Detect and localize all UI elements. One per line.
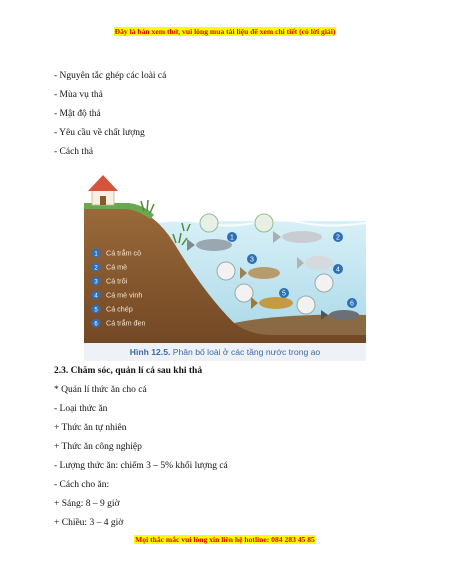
svg-text:3: 3 (94, 279, 98, 286)
legend-item-black-carp: Cá trắm đen (106, 318, 146, 328)
svg-text:4: 4 (94, 293, 98, 300)
svg-text:5: 5 (94, 307, 98, 314)
svg-text:1: 1 (94, 251, 98, 258)
legend-item-silver-barb: Cá mè vinh (106, 290, 143, 300)
food-pellets-icon (200, 214, 218, 232)
list-item: - Mật độ thả (54, 109, 101, 119)
intro-list (54, 67, 166, 162)
fish-badge-4: 4 (336, 266, 340, 274)
section-line: - Lượng thức ăn: chiếm 3 – 5% khối lượng cá (54, 461, 228, 471)
section-line: + Chiều: 3 – 4 giờ (54, 518, 124, 528)
fish-badge-6: 6 (350, 300, 354, 308)
pond-diagram (84, 163, 366, 358)
figure-caption (84, 343, 366, 361)
legend-item-grass-carp: Cá trắm cỏ (106, 248, 142, 258)
section-heading: 2.3. Chăm sóc, quản lí cá sau khi thả (54, 366, 203, 376)
svg-text:6: 6 (94, 321, 98, 328)
legend-item-common-carp: Cá chép (106, 304, 133, 314)
section-line: - Loại thức ăn (54, 404, 108, 414)
fish-badge-5: 5 (282, 290, 286, 298)
figure-caption-label: Hình 12.5. (129, 347, 171, 357)
hotline-banner (0, 535, 450, 544)
pond-illustration (84, 163, 366, 358)
figure-caption-text: Phân bố loài ở các tầng nước trong ao (172, 347, 321, 357)
section-line: * Quản lí thức ăn cho cá (54, 385, 147, 395)
list-item: - Cách thả (54, 147, 94, 157)
fish-badge-1: 1 (230, 234, 234, 242)
legend-item-mud-carp: Cá trôi (106, 276, 128, 286)
hotline-text: Mọi thắc mắc vui lòng xin liên hệ hotline: 084 283 45 85 (135, 535, 315, 544)
care-section (54, 362, 228, 533)
section-line: + Sáng: 8 – 9 giờ (54, 499, 120, 509)
list-item: - Yêu cầu về chất lượng (54, 128, 145, 138)
legend-item-silver-carp: Cá mè (106, 262, 128, 272)
section-line: - Cách cho ăn: (54, 480, 110, 490)
list-item: - Mùa vụ thả (54, 90, 103, 100)
section-line: + Thức ăn công nghiệp (54, 442, 142, 452)
section-line: + Thức ăn tự nhiên (54, 423, 127, 433)
fish-badge-2: 2 (336, 234, 340, 242)
preview-notice-text: Đây là bản xem thử, vui lòng mua tài liệu để xem chi tiết (có lời giải) (114, 27, 336, 36)
svg-text:2: 2 (94, 265, 98, 272)
list-item: - Nguyên tắc ghép các loài cá (54, 71, 167, 81)
fish-badge-3: 3 (250, 256, 254, 264)
preview-notice-banner (0, 27, 450, 36)
